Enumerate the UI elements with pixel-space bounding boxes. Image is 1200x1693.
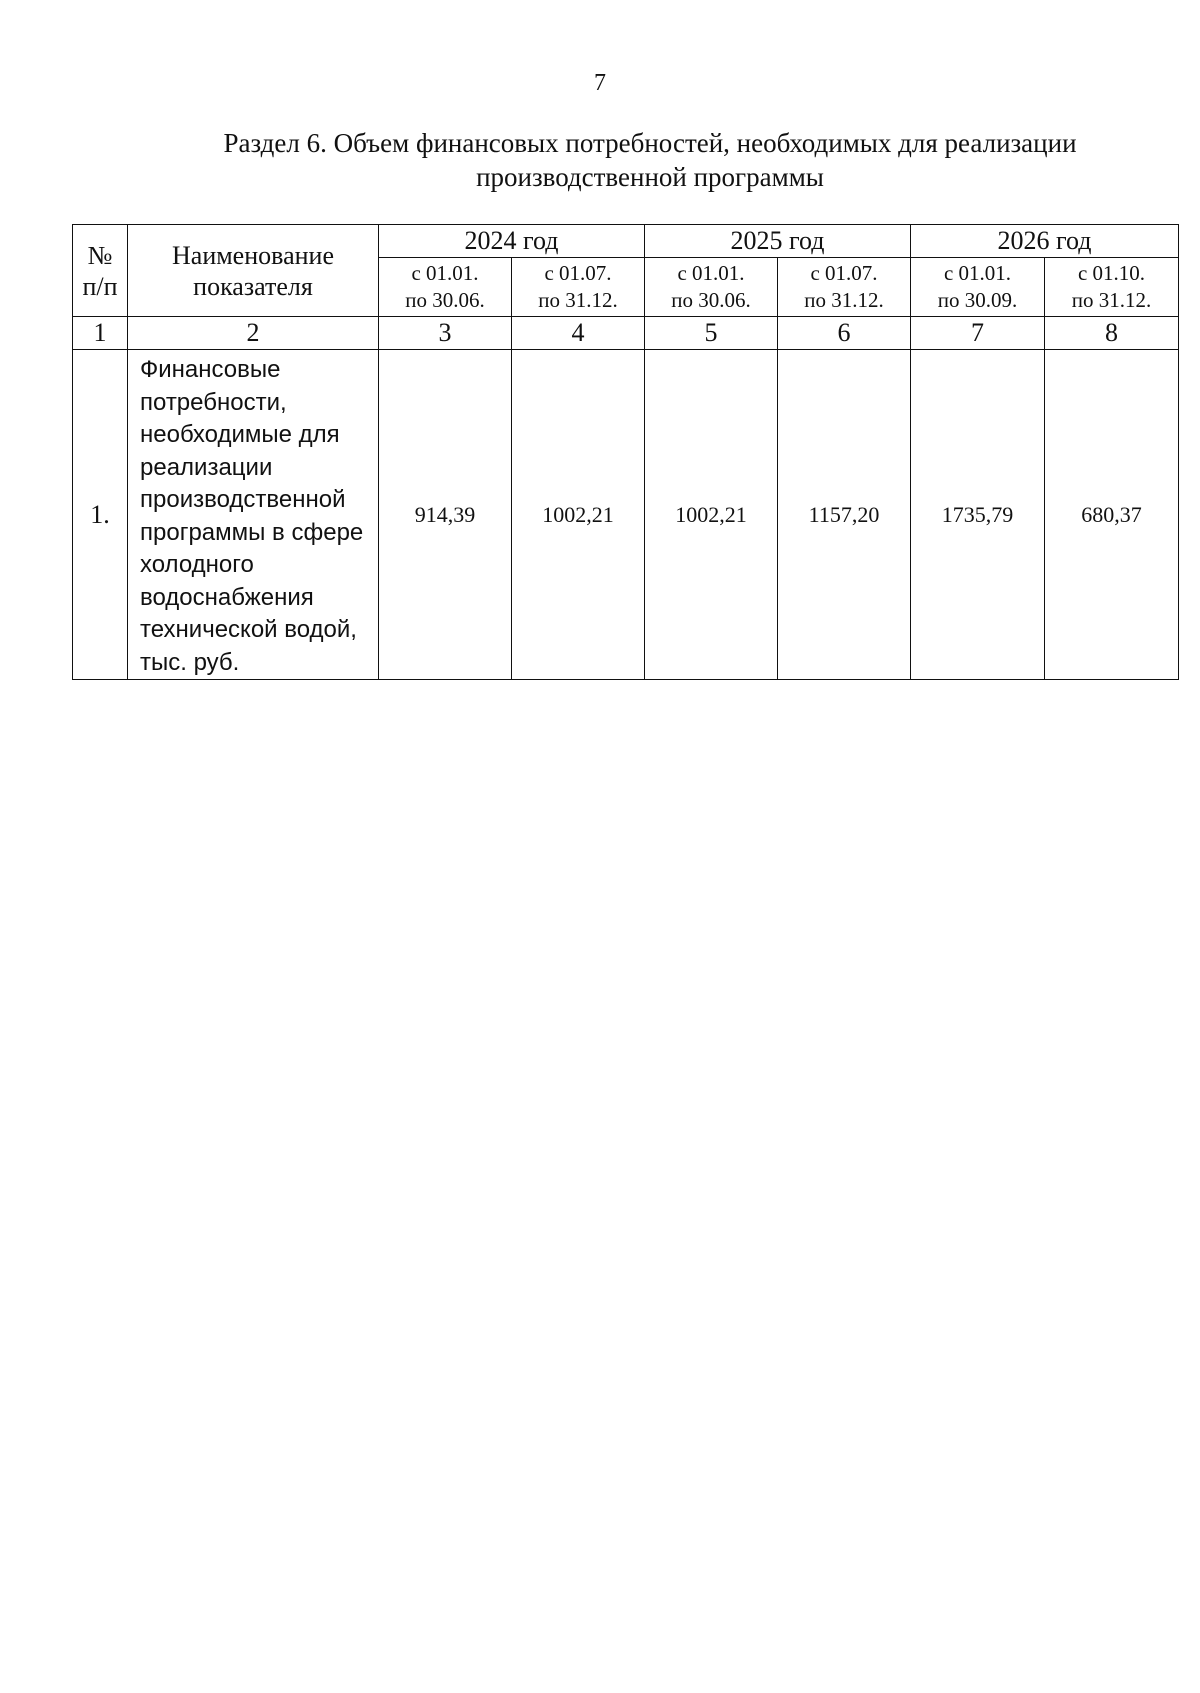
- row-name-line: Финансовые: [140, 356, 281, 383]
- period-to: по 31.12.: [538, 288, 618, 312]
- row-name-line: водоснабжения: [140, 583, 314, 611]
- column-number: 6: [778, 317, 911, 350]
- value-cell: 1002,21: [512, 350, 645, 680]
- period-from: с 01.07.: [544, 261, 612, 285]
- column-number: 2: [128, 317, 379, 350]
- row-name-line: необходимые для: [140, 421, 340, 448]
- period-from: с 01.07.: [810, 261, 878, 285]
- period-to: по 31.12.: [1071, 288, 1152, 312]
- column-number: 4: [512, 317, 645, 350]
- period-from: с 01.01.: [943, 261, 1012, 285]
- financial-needs-table: [72, 224, 1179, 680]
- header-number-cell: [73, 225, 128, 317]
- section-title-line-2: производственной программы: [476, 162, 824, 192]
- value-cell: 680,37: [1045, 350, 1179, 680]
- row-index: 1.: [73, 350, 128, 680]
- header-number-line-1: №: [87, 240, 113, 270]
- period-from: с 01.10.: [1077, 261, 1146, 285]
- header-period-cell: [512, 258, 645, 317]
- column-number: 1: [73, 317, 128, 350]
- header-number-line-2: п/п: [82, 271, 118, 301]
- header-name-cell: [128, 225, 379, 317]
- column-number-row: [73, 317, 1179, 350]
- value-cell: 1157,20: [778, 350, 911, 680]
- period-to: по 30.06.: [405, 288, 485, 312]
- column-number: 7: [911, 317, 1045, 350]
- header-year-2026: 2026 год: [911, 225, 1179, 258]
- header-period-cell: [645, 258, 778, 317]
- header-period-cell: [379, 258, 512, 317]
- period-to: по 30.09.: [937, 288, 1018, 312]
- value-cell: 1002,21: [645, 350, 778, 680]
- header-period-cell: [911, 258, 1045, 317]
- header-period-cell: [778, 258, 911, 317]
- column-number: 3: [379, 317, 512, 350]
- value-cell: 914,39: [379, 350, 512, 680]
- section-title: [150, 126, 1150, 194]
- period-to: по 30.06.: [671, 288, 751, 312]
- row-name-line: потребности,: [140, 388, 287, 416]
- header-year-2024: 2024 год: [379, 225, 645, 258]
- period-from: с 01.01.: [677, 261, 745, 285]
- row-name-line: тыс. руб.: [140, 648, 240, 676]
- header-name-line-1: Наименование: [172, 240, 334, 270]
- column-number: 8: [1045, 317, 1179, 350]
- row-name-line: холодного: [140, 551, 254, 578]
- header-row-years: [73, 225, 1179, 258]
- row-name-line: производственной: [140, 486, 346, 513]
- table-row: [73, 350, 1179, 680]
- header-year-2025: 2025 год: [645, 225, 911, 258]
- section-title-line-1: Раздел 6. Объем финансовых потребностей, необходимых для реализации: [223, 128, 1077, 158]
- period-to: по 31.12.: [804, 288, 884, 312]
- row-name-line: реализации: [140, 453, 273, 481]
- row-name-line: технической водой,: [140, 616, 357, 643]
- column-number: 5: [645, 317, 778, 350]
- header-name-line-2: показателя: [193, 271, 313, 301]
- row-name-line: программы в сфере: [140, 518, 364, 546]
- period-from: с 01.01.: [411, 261, 479, 285]
- row-indicator-name: [128, 350, 379, 680]
- header-period-cell: [1045, 258, 1179, 317]
- page-number: 7: [594, 70, 606, 96]
- value-cell: 1735,79: [911, 350, 1045, 680]
